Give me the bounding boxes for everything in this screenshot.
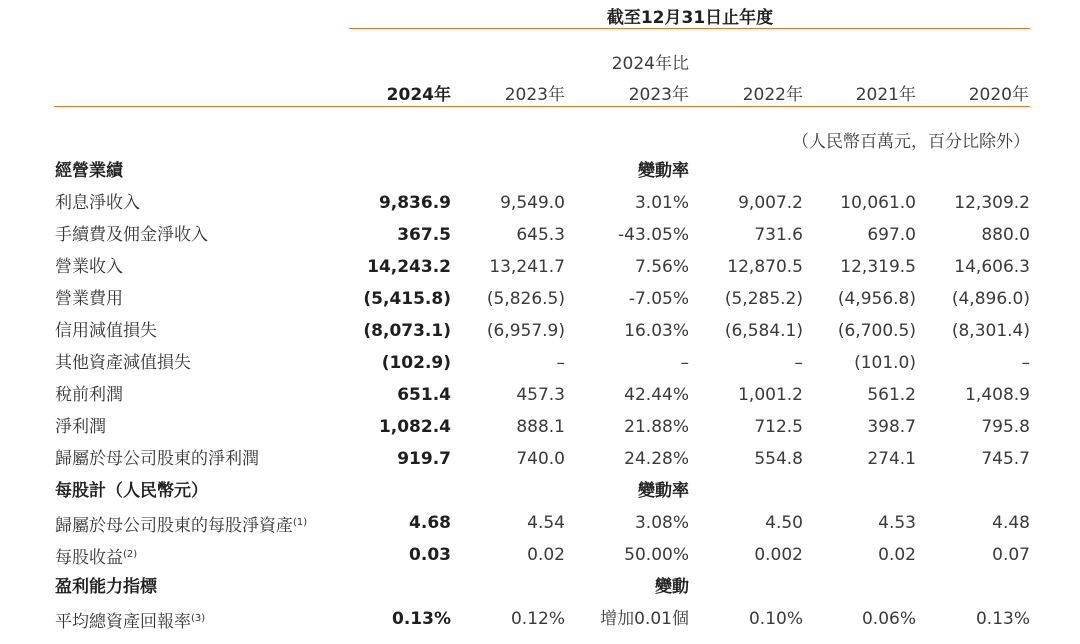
cell-y2023: (5,826.5) (486, 289, 565, 309)
row-label-text: 每股計（人民幣元） (55, 481, 208, 501)
cell-y2021: (101.0) (854, 353, 916, 373)
row-label (55, 283, 123, 315)
row-label (55, 219, 208, 251)
cell-y2021: 0.06% (861, 609, 916, 629)
cell-change: 21.88% (624, 417, 689, 437)
cell-y2022: (6,584.1) (724, 321, 803, 341)
table-row (0, 347, 1080, 379)
cell-y2022: 712.5 (754, 417, 803, 437)
row-label-text: 營業費用 (55, 289, 123, 309)
cell-change: 增加0.01個 (600, 609, 689, 629)
cell-y2021: 697.0 (867, 225, 916, 245)
cell-y2024: (5,415.8) (363, 289, 451, 309)
cell-y2023: 888.1 (516, 417, 565, 437)
row-label-text: 每股收益 (55, 548, 123, 568)
cell-y2020: 880.0 (981, 225, 1030, 245)
cell-y2022: 1,001.2 (738, 385, 803, 405)
cell-y2020: – (1021, 353, 1030, 373)
row-label-text: 歸屬於母公司股東的每股淨資產 (55, 516, 293, 536)
cell-y2020: 14,606.3 (954, 257, 1030, 277)
table-row (0, 315, 1080, 347)
row-label (55, 603, 205, 638)
cell-change: -7.05% (628, 289, 689, 309)
cell-y2020: 12,309.2 (954, 193, 1030, 213)
cell-y2020: 0.13% (975, 609, 1030, 629)
cell-y2024: (8,073.1) (363, 321, 451, 341)
row-label-text: 經營業績 (55, 161, 123, 181)
cell-change: 24.28% (624, 449, 689, 469)
cell-y2021: 10,061.0 (840, 193, 916, 213)
cell-y2023: – (556, 353, 565, 373)
cell-y2022: 0.002 (754, 545, 803, 565)
cell-y2022: (5,285.2) (724, 289, 803, 309)
unit-note: （人民幣百萬元，百分比除外） (792, 132, 1030, 152)
cell-y2022: – (794, 353, 803, 373)
section-header-row (0, 475, 1080, 507)
cell-y2024: 0.03 (409, 545, 451, 565)
cell-y2022: 9,007.2 (738, 193, 803, 213)
col-header-2020: 2020年 (968, 85, 1029, 105)
cell-y2020: (8,301.4) (951, 321, 1030, 341)
change-header-line2: 2023年 (628, 85, 689, 105)
cell-y2022: 12,870.5 (727, 257, 803, 277)
cell-y2024: 0.13% (392, 609, 451, 629)
cell-y2021: 12,319.5 (840, 257, 916, 277)
cell-y2024: 1,082.4 (378, 417, 451, 437)
table-row (0, 443, 1080, 475)
table-row (0, 507, 1080, 539)
row-label (55, 187, 140, 219)
cell-y2024: 919.7 (397, 449, 451, 469)
cell-y2021: 274.1 (867, 449, 916, 469)
col-header-2024: 2024年 (386, 85, 451, 105)
top-rule (349, 28, 1030, 29)
cell-y2023: (6,957.9) (486, 321, 565, 341)
cell-y2020: 4.48 (992, 513, 1030, 533)
cell-change: 7.56% (634, 257, 689, 277)
cell-change: -43.05% (618, 225, 689, 245)
cell-y2024: 9,836.9 (378, 193, 451, 213)
row-label (55, 443, 259, 475)
row-label (55, 347, 191, 379)
cell-y2022: 0.10% (748, 609, 803, 629)
table-row (0, 219, 1080, 251)
cell-y2024: 651.4 (397, 385, 451, 405)
cell-y2020: 795.8 (981, 417, 1030, 437)
section-title (55, 155, 123, 187)
row-label-text: 營業收入 (55, 257, 123, 277)
cell-change: 3.08% (634, 513, 689, 533)
cell-y2024: 4.68 (409, 513, 451, 533)
cell-change: 16.03% (624, 321, 689, 341)
cell-y2020: 745.7 (981, 449, 1030, 469)
table-row (0, 603, 1080, 635)
row-label (55, 379, 123, 411)
cell-y2024: 367.5 (397, 225, 451, 245)
row-label-text: 其他資產減值損失 (55, 353, 191, 373)
cell-y2021: (4,956.8) (837, 289, 916, 309)
header-rule (54, 106, 1030, 107)
section-title (55, 475, 208, 507)
table-row (0, 539, 1080, 571)
col-header-2022: 2022年 (742, 85, 803, 105)
row-label-text: 歸屬於母公司股東的淨利潤 (55, 449, 259, 469)
cell-y2022: 731.6 (754, 225, 803, 245)
table-row (0, 379, 1080, 411)
table-row (0, 251, 1080, 283)
table-row (0, 283, 1080, 315)
footnote-marker: (3) (191, 613, 206, 624)
col-header-2023: 2023年 (504, 85, 565, 105)
row-label (55, 539, 137, 574)
cell-y2021: 0.02 (878, 545, 916, 565)
row-label (55, 507, 307, 542)
table-row (0, 187, 1080, 219)
row-label (55, 315, 157, 347)
cell-y2021: 4.53 (878, 513, 916, 533)
cell-y2020: (4,896.0) (951, 289, 1030, 309)
cell-y2020: 0.07 (992, 545, 1030, 565)
footnote-marker: (1) (293, 517, 308, 528)
col-header-2021: 2021年 (855, 85, 916, 105)
row-label-text: 平均總資產回報率 (55, 612, 191, 632)
footnote-marker: (2) (123, 549, 138, 560)
cell-change: 變動 (655, 577, 689, 597)
row-label-text: 信用減值損失 (55, 321, 157, 341)
cell-y2023: 0.02 (527, 545, 565, 565)
cell-y2020: 1,408.9 (965, 385, 1030, 405)
cell-y2021: 561.2 (867, 385, 916, 405)
row-label-text: 手續費及佣金淨收入 (55, 225, 208, 245)
section-title (55, 571, 157, 603)
cell-y2023: 13,241.7 (489, 257, 565, 277)
cell-y2021: 398.7 (867, 417, 916, 437)
row-label-text: 利息淨收入 (55, 193, 140, 213)
cell-change: 42.44% (624, 385, 689, 405)
cell-y2023: 9,549.0 (500, 193, 565, 213)
cell-change: 變動率 (638, 161, 689, 181)
cell-change: 50.00% (624, 545, 689, 565)
row-label-text: 稅前利潤 (55, 385, 123, 405)
cell-y2023: 4.54 (527, 513, 565, 533)
cell-y2023: 0.12% (510, 609, 565, 629)
cell-y2023: 740.0 (516, 449, 565, 469)
row-label (55, 411, 106, 443)
cell-y2024: (102.9) (381, 353, 451, 373)
cell-change: – (680, 353, 689, 373)
cell-y2022: 554.8 (754, 449, 803, 469)
change-header-line1: 2024年比 (611, 54, 689, 74)
table-row (0, 411, 1080, 443)
cell-y2024: 14,243.2 (367, 257, 451, 277)
period-title: 截至12月31日止年度 (606, 8, 774, 28)
cell-y2023: 645.3 (516, 225, 565, 245)
row-label-text: 淨利潤 (55, 417, 106, 437)
section-header-row (0, 571, 1080, 603)
cell-change: 3.01% (634, 193, 689, 213)
section-header-row (0, 155, 1080, 187)
cell-y2021: (6,700.5) (837, 321, 916, 341)
cell-y2023: 457.3 (516, 385, 565, 405)
row-label (55, 251, 123, 283)
cell-y2022: 4.50 (765, 513, 803, 533)
cell-change: 變動率 (638, 481, 689, 501)
row-label-text: 盈利能力指標 (55, 577, 157, 597)
